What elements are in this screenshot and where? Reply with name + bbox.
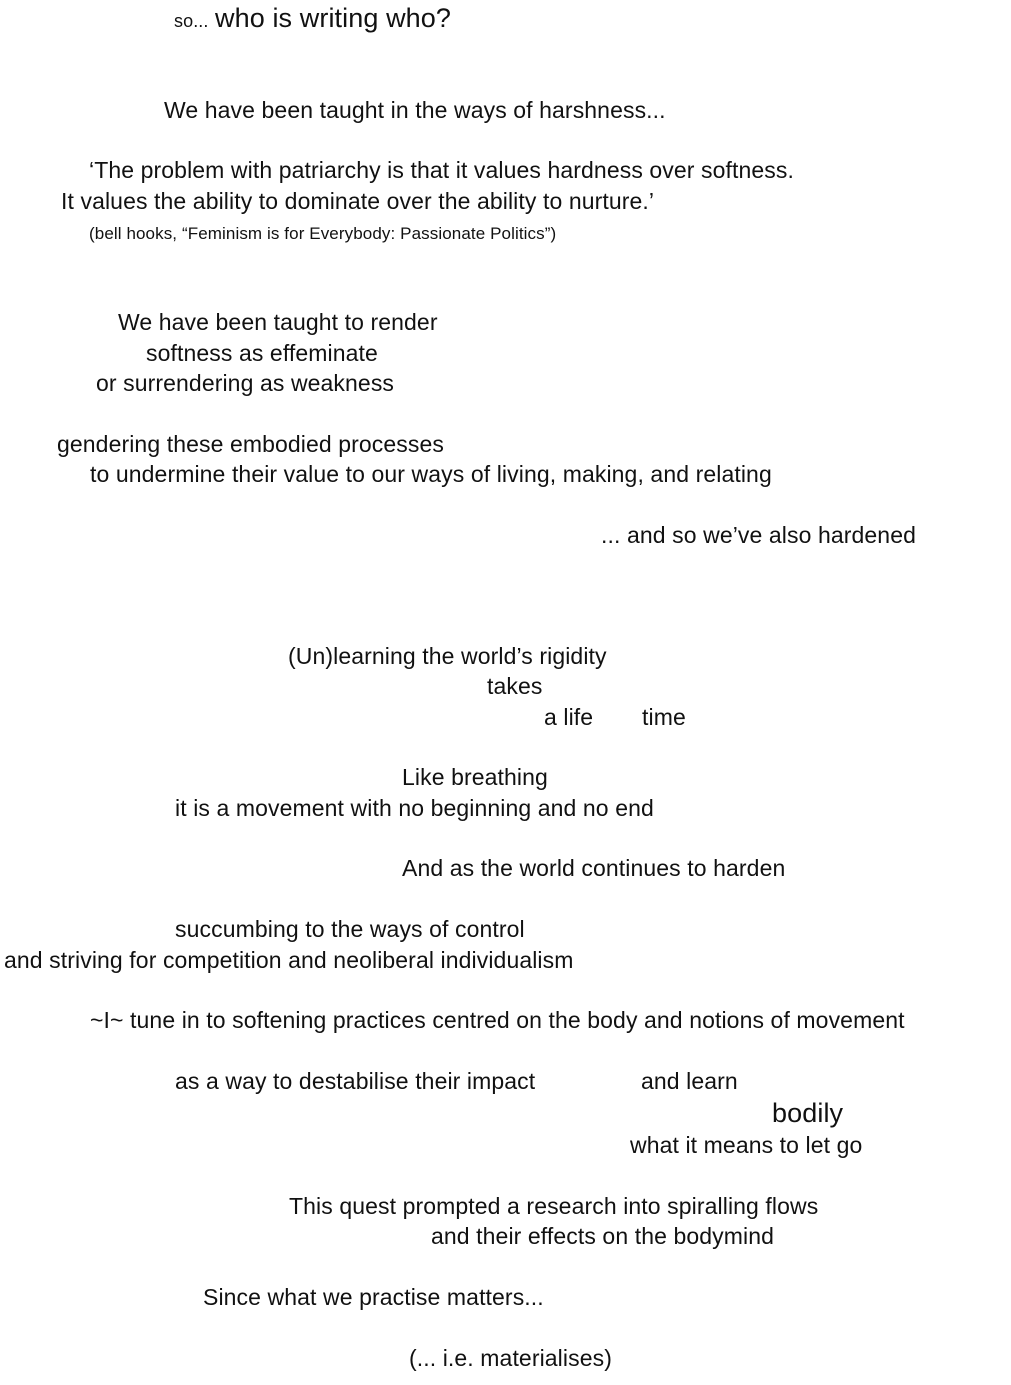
hardened-line: ... and so we’ve also hardened: [601, 522, 916, 548]
movement-line: it is a movement with no beginning and no end: [175, 795, 654, 821]
let-go-line: what it means to let go: [630, 1132, 863, 1158]
quote-line-1: ‘The problem with patriarchy is that it values hardness over softness.: [89, 157, 794, 183]
quest-line-2: and their effects on the bodymind: [431, 1223, 774, 1249]
gendering-line-1: gendering these embodied processes: [57, 431, 444, 457]
succumbing-line: succumbing to the ways of control: [175, 916, 525, 942]
time-word: time: [642, 704, 686, 730]
render-line-3: or surrendering as weakness: [96, 370, 395, 396]
intro-line: [174, 4, 451, 35]
and-learn-line: and learn: [641, 1068, 738, 1094]
takes-line: takes: [487, 673, 543, 699]
intro-question: who is writing who?: [215, 3, 452, 33]
render-line-1: We have been taught to render: [118, 309, 438, 335]
world-harden-line: And as the world continues to harden: [402, 855, 786, 881]
gendering-line-2: to undermine their value to our ways of living, making, and relating: [90, 461, 772, 487]
like-breathing-line: Like breathing: [402, 764, 548, 790]
quest-line-1: This quest prompted a research into spiralling flows: [289, 1193, 819, 1219]
materialises-line: (... i.e. materialises): [409, 1345, 612, 1371]
tune-in-line: ~I~ tune in to softening practices centred on the body and notions of movement: [90, 1007, 905, 1033]
destabilise-line: as a way to destabilise their impact: [175, 1068, 536, 1094]
quote-line-2: It values the ability to dominate over the ability to nurture.’: [61, 188, 655, 214]
intro-so: so...: [174, 11, 209, 31]
practise-line: Since what we practise matters...: [203, 1284, 544, 1310]
unlearning-line: (Un)learning the world’s rigidity: [288, 643, 607, 669]
citation: (bell hooks, “Feminism is for Everybody: Passionate Politics”): [89, 224, 557, 243]
bodily-word: bodily: [772, 1098, 844, 1128]
render-line-2: softness as effeminate: [146, 340, 378, 366]
striving-line: and striving for competition and neoliberal individualism: [4, 947, 574, 973]
taught-harshness-line: We have been taught in the ways of harshness...: [164, 97, 666, 123]
a-life-word: a life: [544, 704, 594, 730]
